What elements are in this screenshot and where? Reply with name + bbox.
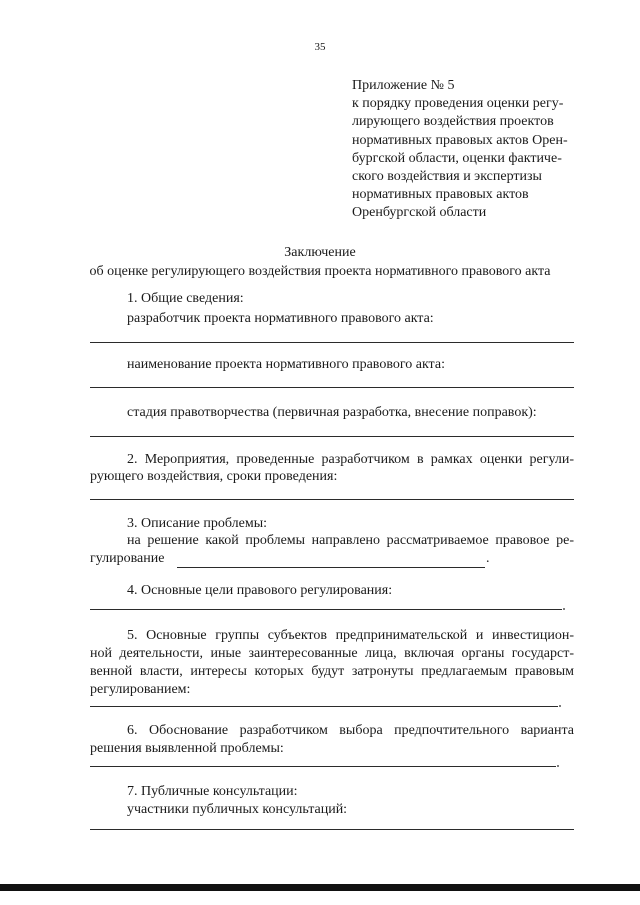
section-3-heading: 3. Описание проблемы: [127,516,268,531]
stage-label: стадия правотворчества (первичная разработка, внесение поправок): [127,405,537,420]
document-title: Заключение [284,245,356,260]
stage-fill-line [90,436,574,437]
participants-label: участники публичных консультаций: [127,802,348,817]
document-subtitle: об оценке регулирующего воздействия проекта нормативного правового акта [89,264,551,279]
appendix-line: нормативных правовых актов Орен- [352,132,568,148]
project-name-label: наименование проекта нормативного правового акта: [127,357,445,372]
section-3-line: на решение какой проблемы направлено рассматриваемое правовое ре- [127,533,574,548]
developer-fill-line [90,342,574,343]
section-1-heading: 1. Общие сведения: [127,291,244,306]
section-2-line: 2. Мероприятия, проведенные разработчиком в рамках оценки регули- [127,452,574,467]
section-5-line: ной деятельности, иные заинтересованные лица, включая органы государст- [90,646,574,661]
section-5-period-mark [559,705,561,707]
scan-edge-bar [0,884,640,891]
section-5-fill-line [90,706,558,707]
section-6-fill-line [90,766,556,767]
appendix-block [352,77,568,223]
appendix-line: Оренбургской области [352,205,487,221]
section-4-line: 4. Основные цели правового регулирования: [127,583,393,598]
section-5-line: 5. Основные группы субъектов предпринимательской и инвестицион- [127,628,574,643]
section-7-heading: 7. Публичные консультации: [127,784,298,799]
appendix-line: нормативных правовых актов [352,187,529,203]
project-name-fill-line [90,387,574,388]
section-6-period-mark [557,765,559,767]
appendix-line: Приложение № 5 [352,78,455,93]
section-3-end-period: . [486,551,490,566]
section-5-line: регулированием: [90,682,191,697]
appendix-line: бургской области, оценки фактиче- [352,150,562,166]
appendix-line: к порядку проведения оценки регу- [352,96,564,112]
page-number: 35 [314,41,326,53]
section-4-period-mark [563,608,565,610]
appendix-line: ского воздействия и экспертизы [352,169,542,185]
appendix-line: лирующего воздействия проектов [352,114,554,130]
developer-label: разработчик проекта нормативного правового акта: [127,311,434,326]
section-6-line: решения выявленной проблемы: [90,741,284,756]
section-2-line: рующего воздействия, сроки проведения: [90,469,338,484]
section-3-fill-line [177,567,485,568]
section-6-line: 6. Обоснование разработчиком выбора предпочтительного варианта [127,723,574,738]
section-5-line: венной власти, интересы которых будут затронуты предлагаемым правовым [90,664,574,679]
participants-fill-line [90,829,574,830]
section-4-fill-line [90,609,562,610]
section-2-fill-line [90,499,574,500]
section-3-line: гулирование [90,551,165,566]
